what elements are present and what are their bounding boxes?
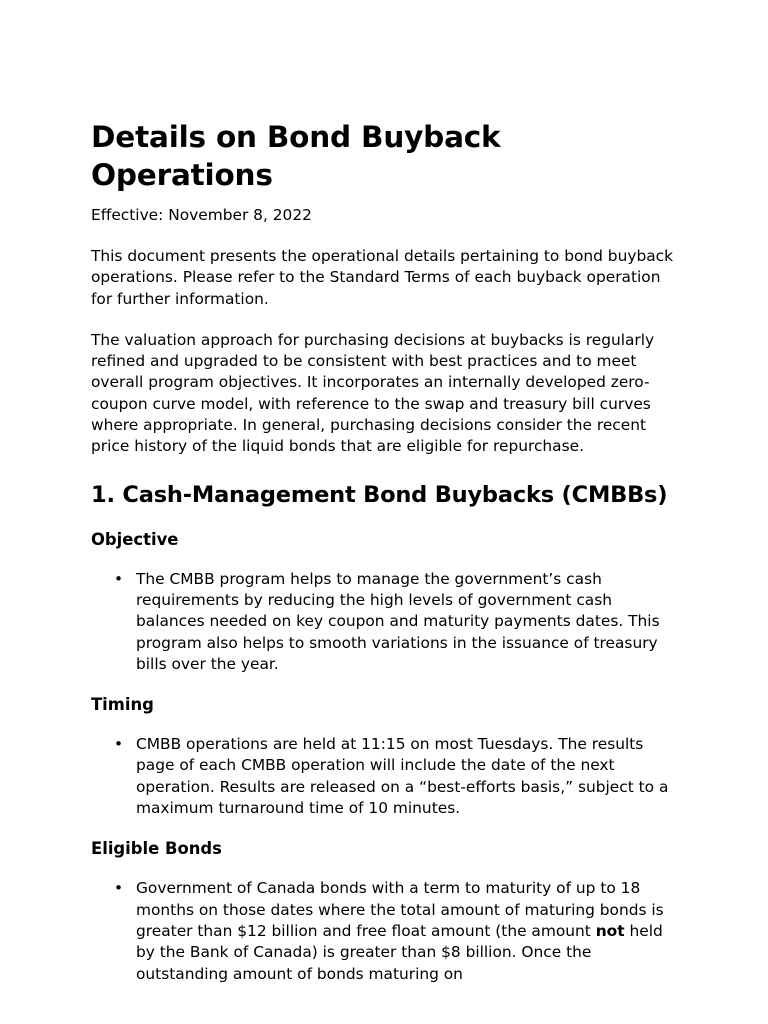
subheading-timing: Timing [91,695,154,715]
list-item-text: The CMBB program helps to manage the government’s cash requirements by reducing the high levels of government cash balances needed on key coupon and maturity payments dates. This program also helps to smooth variations in the issuance of treasury bills over the year. [136,569,660,673]
bullet-icon: • [114,879,124,898]
effective-date: Effective: November 8, 2022 [91,206,312,224]
subheading-objective: Objective [91,529,179,549]
eligible-bonds-list [91,878,681,984]
objective-list [91,569,681,675]
valuation-paragraph: The valuation approach for purchasing decisions at buybacks is regularly refined and upgraded to be consistent with best practices and to meet overall program objectives. It incorporates an internally developed zero-coupon curve model, with reference to the swap and treasury bill curves where appropriate. In general, purchasing decisions consider the recent price history of the liquid bonds that are eligible for repurchase. [91,330,655,456]
list-item [114,878,681,984]
bullet-icon: • [114,735,124,754]
list-item-text-part2: held by the Bank of Canada) is greater than $8 billion. Once the outstanding amount of bonds maturing on [136,921,663,983]
document-page [91,118,681,985]
list-item [114,734,681,819]
document-title: Details on Bond Buyback Operations [91,120,501,192]
subheading-eligible-bonds: Eligible Bonds [91,839,222,859]
section-heading-cmbb: 1. Cash-Management Bond Buybacks (CMBBs) [91,481,668,508]
intro-paragraph: This document presents the operational details pertaining to bond buyback operations. Please refer to the Standard Terms of each buyback operation for further information. [91,247,674,308]
timing-list [91,734,681,819]
bullet-icon: • [114,569,124,588]
list-item-text: CMBB operations are held at 11:15 on most Tuesdays. The results page of each CMBB operation will include the date of the next operation. Results are released on a “best-efforts basis,” subject to a maximum turnaround time of 10 minutes. [136,735,669,818]
list-item [114,569,681,675]
list-item-text-part1: Government of Canada bonds with a term to maturity of up to 18 months on those dates where the total amount of maturing bonds is greater than $12 billion and free float amount (the amount [136,879,664,940]
emphasis-not: not [595,921,625,940]
